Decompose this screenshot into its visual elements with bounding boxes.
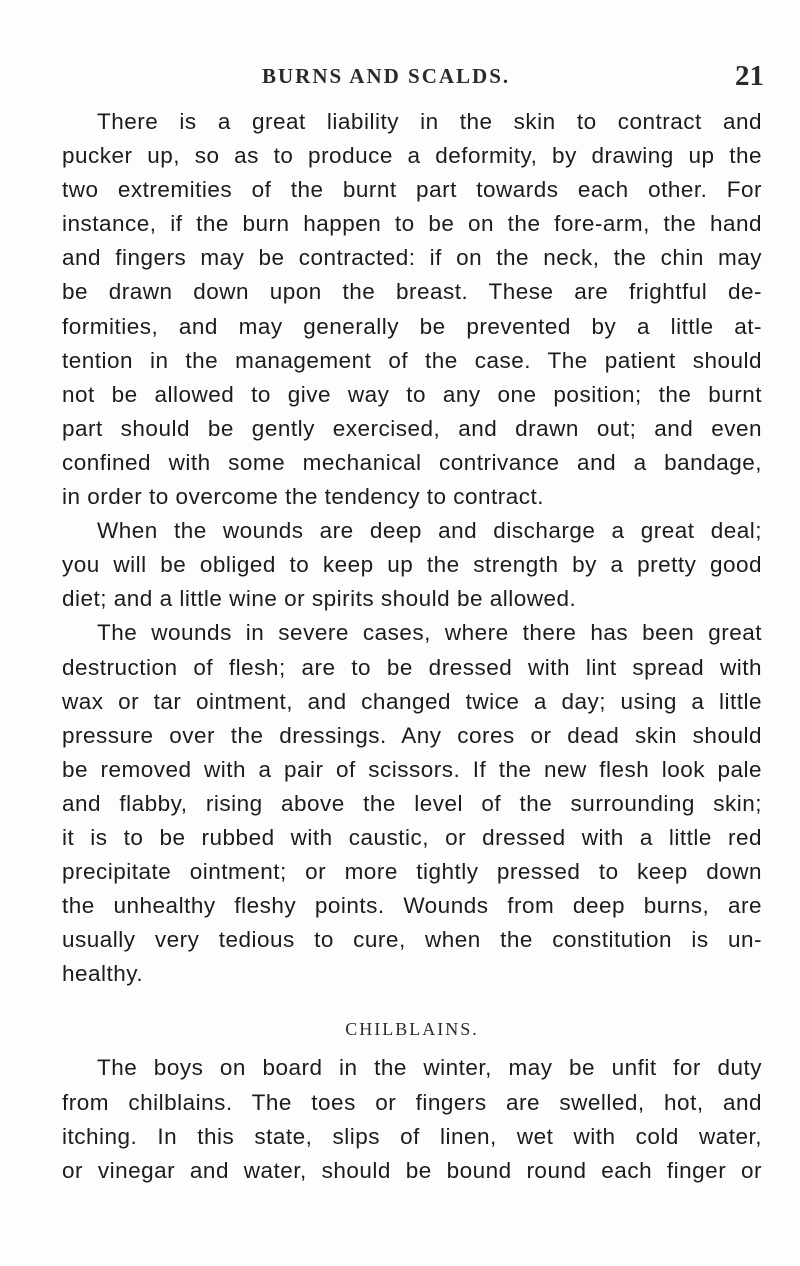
text-line: formities, and may generally be prevented by a little at- [62,313,762,339]
text-line: two extremities of the burnt part towards each other. For [62,177,762,203]
text-line: and flabby, rising above the level of the surrounding skin; [62,790,762,816]
paragraph [62,1051,762,1187]
paragraph [62,514,762,616]
paragraph [62,616,762,991]
text-line: destruction of flesh; are to be dressed with lint spread with [62,654,762,680]
text-line: and fingers may be contracted: if on the neck, the chin may [62,245,762,271]
text-line: healthy. [62,961,144,987]
running-head: BURNS AND SCALDS. [262,64,511,88]
text-line: instance, if the burn happen to be on the fore-arm, the hand [62,211,762,237]
text-line: pressure over the dressings. Any cores or dead skin should [62,722,762,748]
text-line: from chilblains. The toes or fingers are swelled, hot, and [62,1089,762,1115]
text-line: itching. In this state, slips of linen, wet with cold water, [62,1123,762,1149]
text-line: it is to be rubbed with caustic, or dressed with a little red [62,824,762,850]
text-line: The boys on board in the winter, may be unfit for duty [97,1055,762,1081]
text-line: diet; and a little wine or spirits should be allowed. [62,586,577,612]
text-line: There is a great liability in the skin to contract and [97,109,762,134]
text-line: part should be gently exercised, and drawn out; and even [62,415,762,441]
text-line: in order to overcome the tendency to contract. [62,484,544,510]
paragraph [62,105,762,514]
page-number: 21 [735,60,764,92]
page-header [118,62,768,94]
text-line: precipitate ointment; or more tightly pressed to keep down [62,859,762,885]
text-line: you will be obliged to keep up the strength by a pretty good [62,552,762,578]
text-line: the unhealthy fleshy points. Wounds from deep burns, are [62,893,762,919]
text-line: The wounds in severe cases, where there has been great [97,620,762,646]
text-line: be removed with a pair of scissors. If the new flesh look pale [62,756,762,782]
text-line: usually very tedious to cure, when the constitution is un- [62,927,762,953]
text-line: not be allowed to give way to any one position; the burnt [62,381,762,407]
text-line: confined with some mechanical contrivance and a bandage, [62,449,762,475]
text-line: When the wounds are deep and discharge a great deal; [97,518,762,544]
section-heading: CHILBLAINS. [345,1019,479,1040]
text-line: be drawn down upon the breast. These are frightful de- [62,279,762,305]
body-text [62,105,762,1188]
text-line: wax or tar ointment, and changed twice a day; using a little [62,688,762,714]
text-line: or vinegar and water, should be bound round each finger or [62,1157,762,1183]
text-line: tention in the management of the case. The patient should [62,347,762,373]
text-line: pucker up, so as to produce a deformity, by drawing up the [62,143,762,169]
